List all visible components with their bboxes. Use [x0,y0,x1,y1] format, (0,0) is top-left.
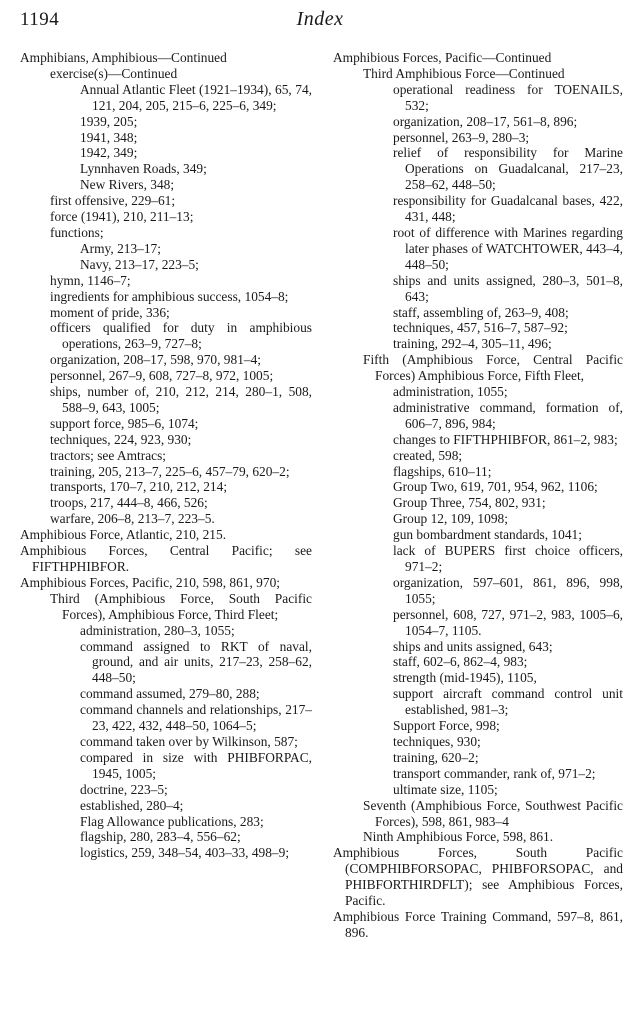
index-entry: Third Amphibious Force—Continued [363,65,565,81]
index-entry: personnel, 267–9, 608, 727–8, 972, 1005; [50,368,274,384]
index-entry: ingredients for amphibious success, 1054–8; [50,288,289,304]
index-entry: Amphibians, Amphibious—Continued [20,50,227,65]
index-entry: training, 205, 213–7, 225–6, 457–79, 620–2; [50,463,290,479]
index-entry: command taken over by Wilkinson, 587; [80,733,298,749]
index-entry: command assigned to RKT of naval, ground, and air units, 217–23, 258–62, 448–50; [80,638,312,686]
index-entry: command assumed, 279–80, 288; [80,686,260,702]
index-entry: Navy, 213–17, 223–5; [80,256,199,272]
index-entry: staff, assembling of, 263–9, 408; [393,304,569,320]
page-number: 1194 [20,9,60,30]
index-entry: tractors; see Amtracs; [50,447,167,463]
index-entry: strength (mid-1945), 1105, [393,670,537,686]
index-entry: logistics, 259, 348–54, 403–33, 498–9; [80,845,290,861]
index-entry: compared in size with PHIBFORPAC, 1945, 1005; [80,749,312,781]
index-entry: administrative command, formation of, 606–7, 896, 984; [393,399,623,431]
index-entry: Third (Amphibious Force, South Pacific Forces), Amphibious Force, Third Fleet; [50,590,312,622]
index-entry: command channels and relationships, 217–23, 422, 432, 448–50, 1064–5; [80,702,312,734]
index-entry: support force, 985–6, 1074; [50,415,199,431]
index-entry: organization, 597–601, 861, 896, 998, 1055; [393,574,623,606]
index-entry: personnel, 608, 727, 971–2, 983, 1005–6, 1054–7, 1105. [393,606,623,638]
index-entry: Amphibious Forces, Pacific, 210, 598, 861, 970; [20,574,280,590]
index-entry: Army, 213–17; [80,240,161,256]
index-entry: officers qualified for duty in amphibious operations, 263–9, 727–8; [50,320,312,352]
index-entry: flagships, 610–11; [393,463,492,479]
index-entry: moment of pride, 336; [50,304,170,320]
index-entry: organization, 208–17, 598, 970, 981–4; [50,352,262,368]
index-entry: Amphibious Force Training Command, 597–8, 861, 896. [333,908,623,940]
index-entry: changes to FIFTHPHIBFOR, 861–2, 983; [393,431,618,447]
index-entry: lack of BUPERS first choice officers, 971–2; [393,543,623,574]
index-entry: gun bombardment standards, 1041; [393,527,582,543]
index-entry: transport commander, rank of, 971–2; [393,765,596,781]
index-entry: Amphibious Forces, Central Pacific; see FIFTHPHIBFOR. [20,543,312,574]
index-entry: flagship, 280, 283–4, 556–62; [80,829,241,845]
index-entry: Annual Atlantic Fleet (1921–1934), 65, 74, 121, 204, 205, 215–6, 225–6, 349; [80,81,312,113]
index-entry: administration, 280–3, 1055; [80,622,235,638]
index-entry: Fifth (Amphibious Force, Central Pacific Forces) Amphibious Force, Fifth Fleet, [363,352,623,384]
index-entry: Group Two, 619, 701, 954, 962, 1106; [393,479,598,495]
index-entry: doctrine, 223–5; [80,781,168,797]
index-entry: techniques, 224, 923, 930; [50,431,192,447]
index-entry: ships, number of, 210, 212, 214, 280–1, 508, 588–9, 643, 1005; [50,384,312,415]
index-entry: first offensive, 229–61; [50,193,176,209]
index-entry: troops, 217, 444–8, 466, 526; [50,495,208,511]
index-entry: hymn, 1146–7; [50,272,131,288]
index-entry: relief of responsibility for Marine Operations on Guadalcanal, 217–23, 258–62, 448–50; [393,145,623,193]
index-entry: Flag Allowance publications, 283; [80,813,264,829]
index-entry: ships and units assigned, 643; [393,638,553,654]
index-entry: transports, 170–7, 210, 212, 214; [50,479,228,495]
index-column-right [333,50,623,941]
index-entry: ships and units assigned, 280–3, 501–8, 643; [393,272,623,304]
index-entry: Group Three, 754, 802, 931; [393,495,546,511]
index-entry: root of difference with Marines regarding later phases of WATCHTOWER, 443–4, 448–50; [393,224,623,272]
index-entry: Seventh (Amphibious Force, Southwest Pacific Forces), 598, 861, 983–4 [363,797,623,829]
index-entry: operational readiness for TOENAILS, 532; [393,81,623,113]
index-entry: training, 292–4, 305–11, 496; [393,336,552,352]
index-entry: 1939, 205; [80,113,138,129]
index-entry: warfare, 206–8, 213–7, 223–5. [50,511,215,527]
index-entry: ultimate size, 1105; [393,781,498,797]
index-entry: administration, 1055; [393,384,508,400]
index-entry: functions; [50,224,104,240]
index-entry: Amphibious Forces, South Pacific (COMPHIBFORSOPAC, PHIBFORSOPAC, and PHIBFORTHIRDFLT); see Amphibious Forces, Pacific. [333,845,623,909]
index-entry: organization, 208–17, 561–8, 896; [393,113,578,129]
index-entry: Ninth Amphibious Force, 598, 861. [363,829,554,845]
index-entry: exercise(s)—Continued [50,65,178,81]
index-entry: Amphibious Forces, Pacific—Continued [333,50,552,65]
index-entry: Support Force, 998; [393,718,500,734]
index-entry: Lynnhaven Roads, 349; [80,161,207,177]
index-entry: established, 280–4; [80,797,184,813]
index-entry: personnel, 263–9, 280–3; [393,129,530,145]
index-entry: 1942, 349; [80,145,138,161]
index-entry: force (1941), 210, 211–13; [50,209,194,225]
index-entry: training, 620–2; [393,749,479,765]
index-entry: created, 598; [393,447,463,463]
index-entry: Amphibious Force, Atlantic, 210, 215. [20,527,227,543]
index-entry: support aircraft command control unit established, 981–3; [393,686,623,718]
running-title: Index [296,8,344,30]
index-entry: 1941, 348; [80,129,138,145]
index-column-left [20,50,312,861]
index-entry: Group 12, 109, 1098; [393,511,508,527]
index-entry: responsibility for Guadalcanal bases, 422, 431, 448; [393,193,623,225]
index-entry: New Rivers, 348; [80,177,175,193]
index-entry: techniques, 930; [393,733,481,749]
index-entry: techniques, 457, 516–7, 587–92; [393,320,568,336]
index-entry: staff, 602–6, 862–4, 983; [393,654,528,670]
